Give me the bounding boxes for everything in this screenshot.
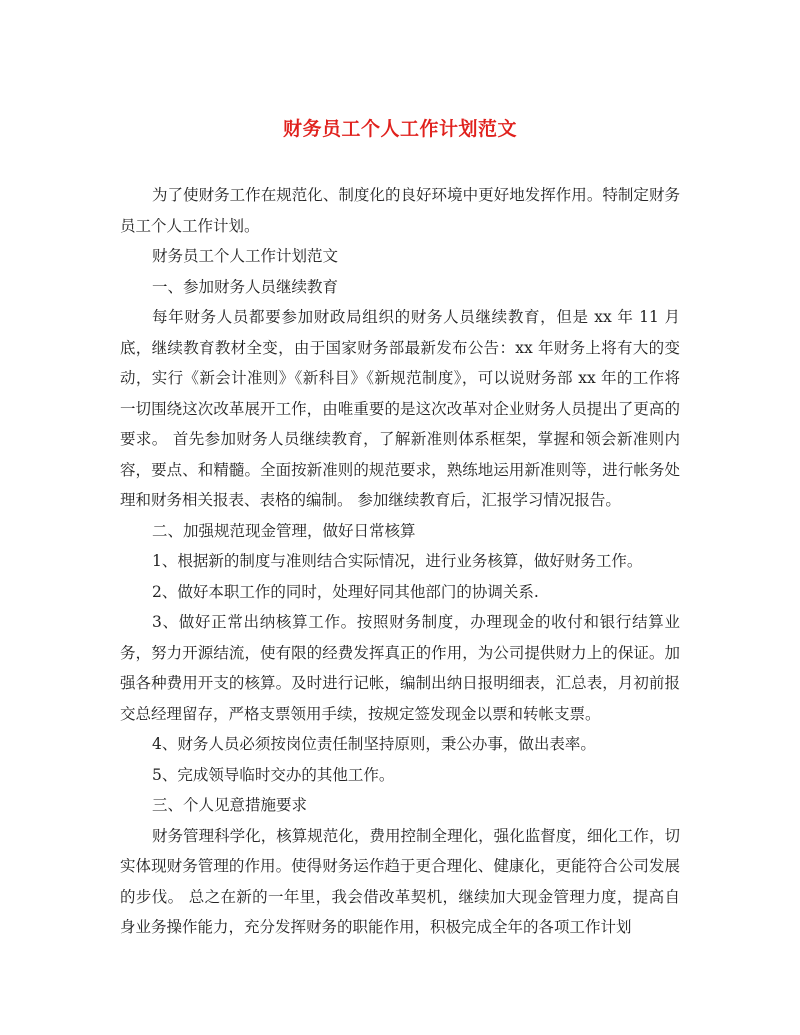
list-item-3: 3、做好正常出纳核算工作。按照财务制度，办理现金的收付和银行结算业务，努力开源结流，使有限的经费发挥真正的作用，为公司提供财力上的保证。加强各种费用开支的核算。及时进行记帐，编制出纳日报明细表，汇总表，月初前报交总经理留存，严格支票领用手续，按规定签发现金以票和转帐支票。 bbox=[120, 613, 680, 723]
paragraph-section-3: 财务管理科学化，核算规范化，费用控制全理化，强化监督度，细化工作，切实体现财务管理的作用。使得财务运作趋于更合理化、健康化，更能符合公司发展的步伐。 总之在新的一年里，我会借改革契机，继续加大现金管理力度，提高自身业务操作能力，充分发挥财务的职能作用，积极完成全年的各项工作计划 bbox=[120, 826, 680, 936]
document-title: 财务员工个人工作计划范文 bbox=[282, 118, 517, 140]
paragraph-intro: 为了使财务工作在规范化、制度化的良好环境中更好地发挥作用。特制定财务员工个人工作计划。 bbox=[120, 186, 680, 235]
list-item-4: 4、财务人员必须按岗位责任制坚持原则，秉公办事，做出表率。 bbox=[152, 735, 596, 753]
section-heading-1: 一、参加财务人员继续教育 bbox=[152, 277, 339, 296]
list-item-2: 2、做好本职工作的同时，处理好同其他部门的协调关系. bbox=[152, 582, 539, 601]
section-heading-3: 三、个人见意措施要求 bbox=[152, 796, 308, 814]
paragraph-section-1: 每年财务人员都要参加财政局组织的财务人员继续教育，但是 xx 年 11 月底，继续教育教材全变，由于国家财务部最新发布公告：xx 年财务上将有大的变动，实行《新会计准则》《新科目》《新规范制度》，可以说财务部 xx 年的工作将一切围绕这次改革展开工作，由唯重要的是这次改革对企业财务人员提出了更高的要求。 首先参加财务人员继续教育，了解新准则体系框架，掌握和领会新准则内容，要点、和精髓。全面按新准则的规范要求，熟练地运用新准则等，进行帐务处理和财务相关报表、表格的编制。 参加继续教育后，汇报学习情况报告。 bbox=[120, 308, 680, 509]
document-body bbox=[120, 180, 680, 943]
section-heading-2: 二、加强规范现金管理，做好日常核算 bbox=[152, 521, 416, 540]
list-item-1: 1、根据新的制度与准则结合实际情况，进行业务核算，做好财务工作。 bbox=[152, 552, 643, 570]
list-item-5: 5、完成领导临时交办的其他工作。 bbox=[152, 765, 395, 784]
paragraph-subtitle: 财务员工个人工作计划范文 bbox=[152, 247, 339, 265]
